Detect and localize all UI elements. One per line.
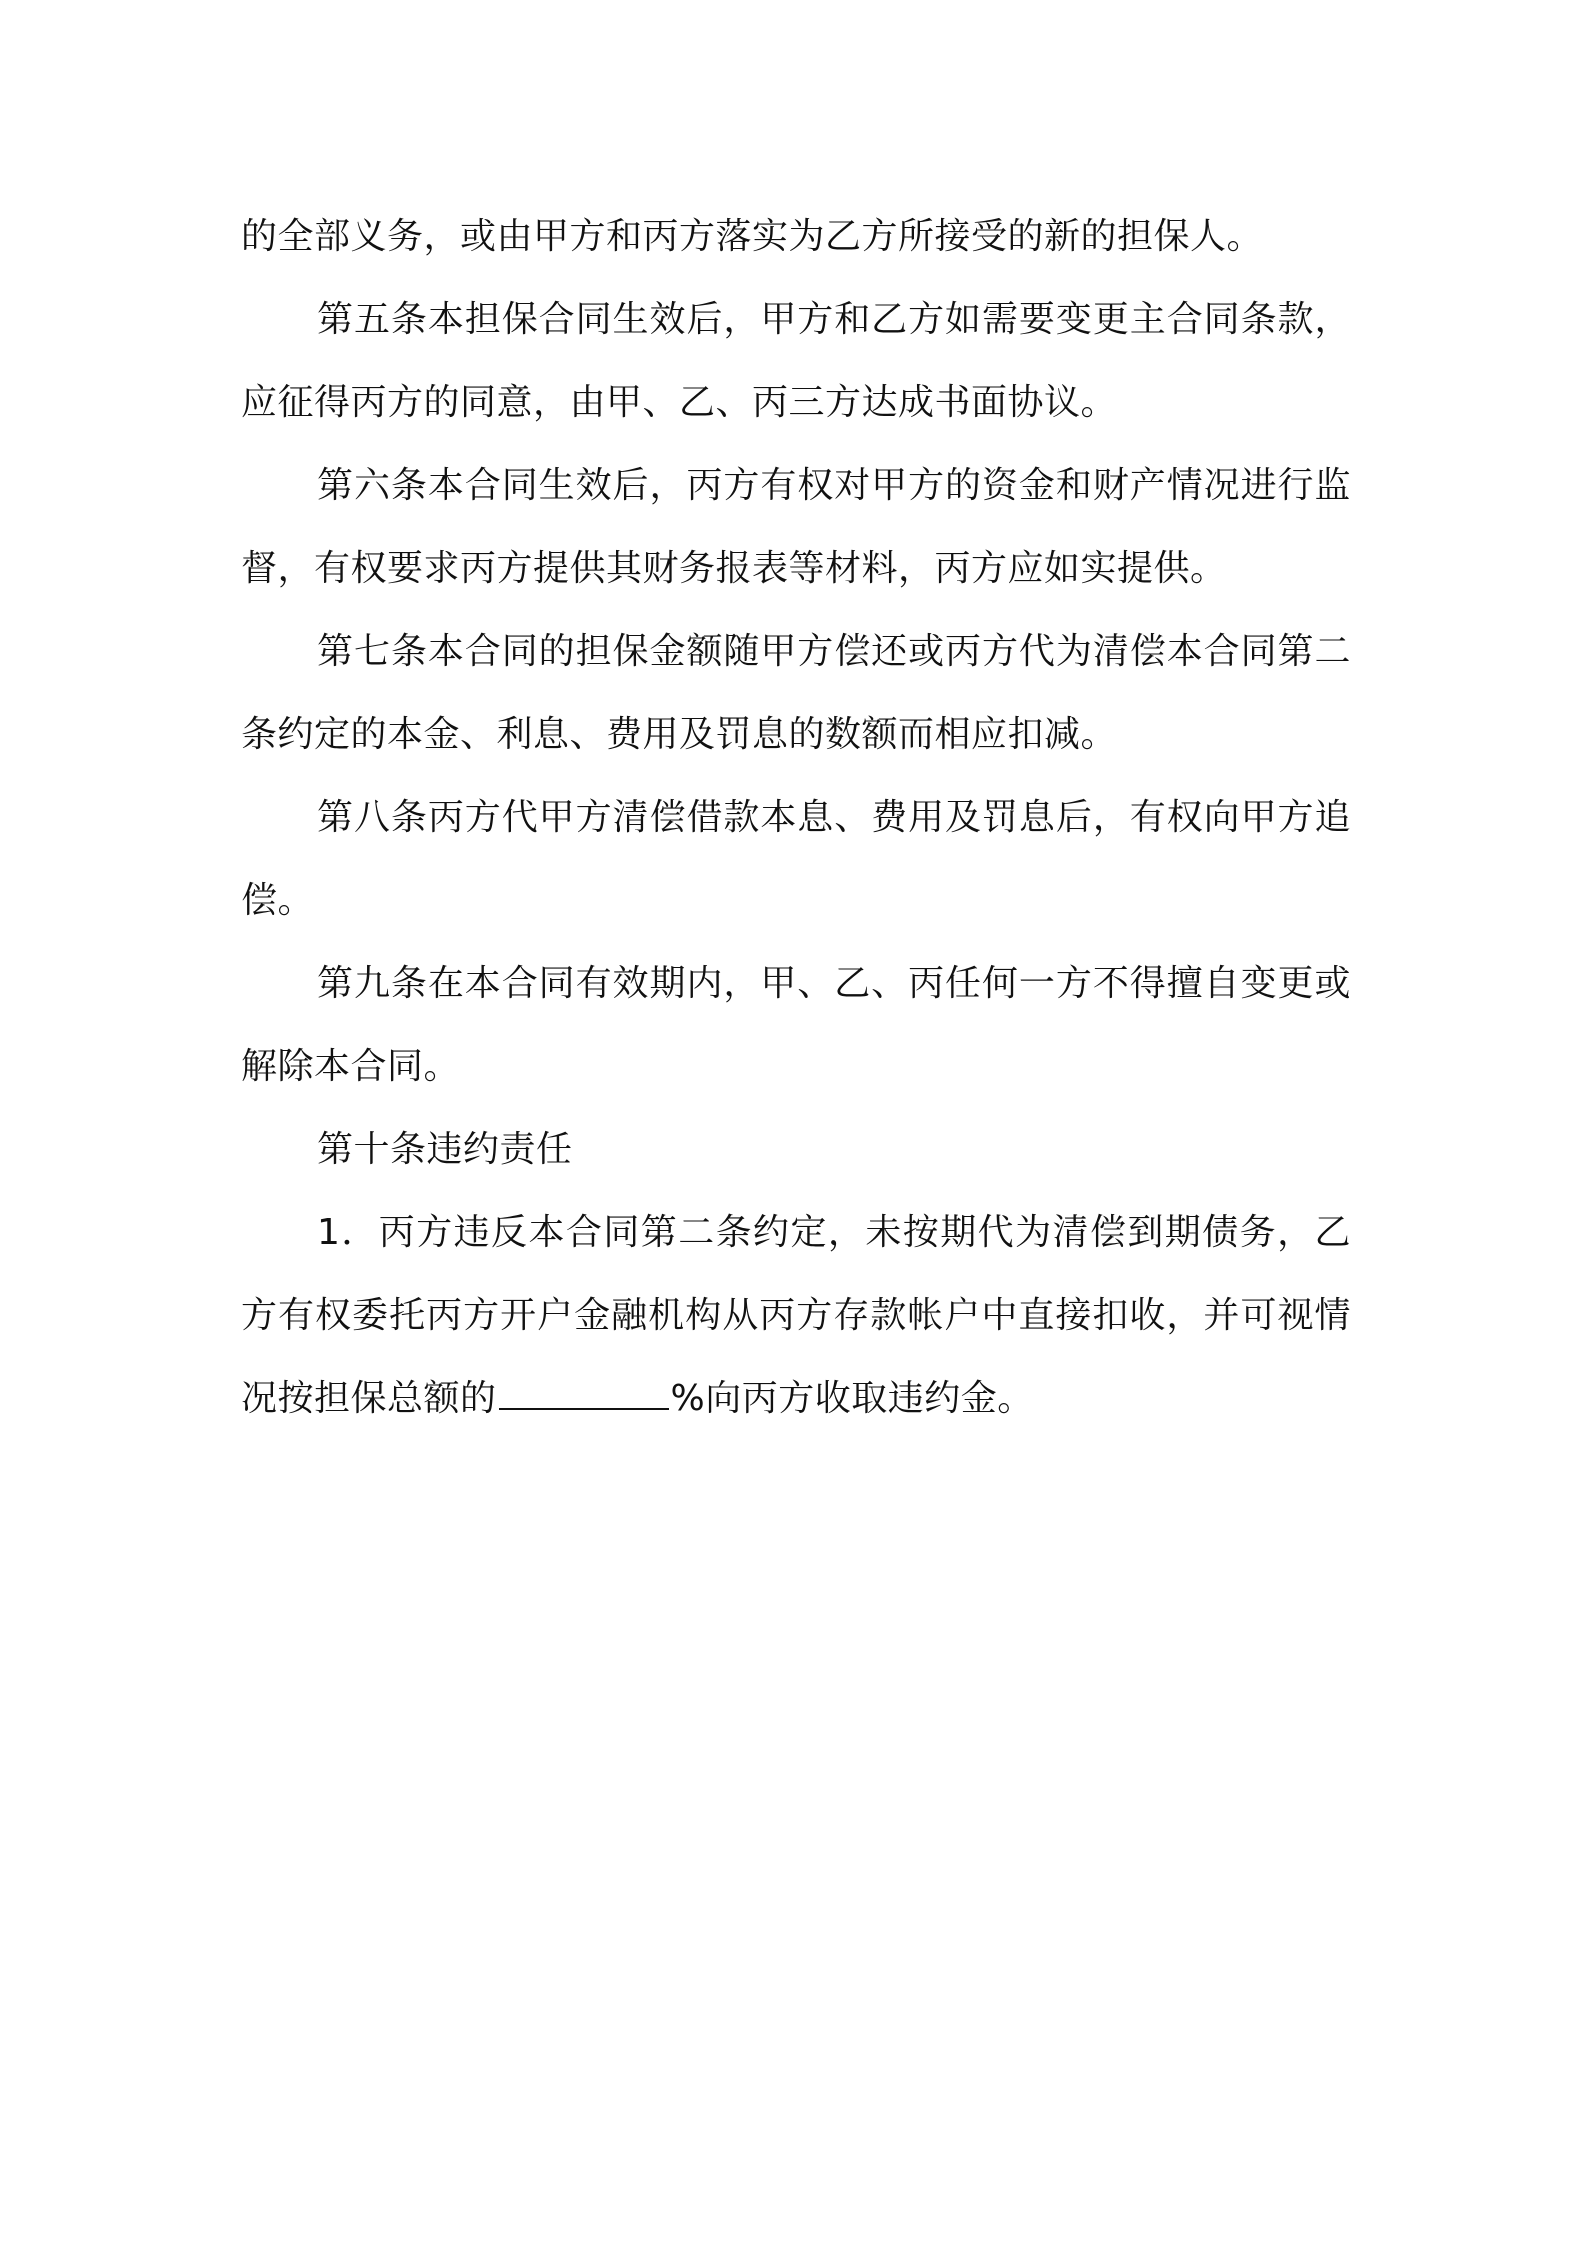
- paragraph-article-5: 第五条本担保合同生效后，甲方和乙方如需要变更主合同条款，应征得丙方的同意，由甲、乙、丙三方达成书面协议。: [241, 299, 1351, 423]
- paragraph-article-10-item-1: [241, 1191, 1351, 1440]
- paragraph-article-7: 第七条本合同的担保金额随甲方偿还或丙方代为清偿本合同第二条约定的本金、利息、费用及罚息的数额而相应扣减。: [241, 631, 1351, 755]
- paragraph-article-6: 第六条本合同生效后，丙方有权对甲方的资金和财产情况进行监督，有权要求丙方提供其财务报表等材料，丙方应如实提供。: [241, 465, 1351, 589]
- paragraph-continuation: 的全部义务，或由甲方和丙方落实为乙方所接受的新的担保人。: [241, 216, 1264, 257]
- paragraph-article-10-heading: 第十条违约责任: [317, 1129, 573, 1170]
- paragraph-article-8: 第八条丙方代甲方清偿借款本息、费用及罚息后，有权向甲方追偿。: [241, 797, 1351, 921]
- contract-text: [241, 195, 1351, 1440]
- item-1-text: 1．丙方违反本合同第二条约定，未按期代为清偿到期债务，乙方有权委托丙方开户金融机构从丙方存款帐户中直接扣收，并可视情况按担保总额的: [241, 1212, 1351, 1419]
- item-1-text-end: %向丙方收取违约金。: [670, 1378, 1034, 1419]
- paragraph-article-9: 第九条在本合同有效期内，甲、乙、丙任何一方不得擅自变更或解除本合同。: [241, 963, 1351, 1087]
- fill-in-blank: [499, 1378, 669, 1410]
